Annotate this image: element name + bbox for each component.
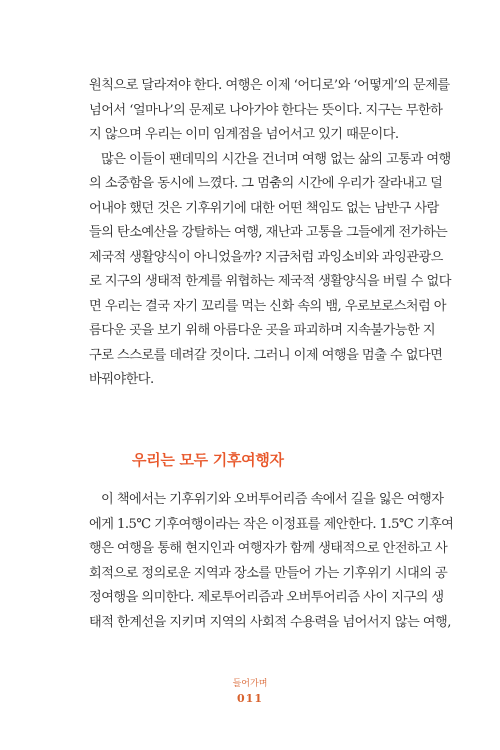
text-line: 원칙으로 달라져야 한다. 여행은 이제 ‘어디로’와 ‘어떻게’의 문제를 (89, 78, 450, 93)
text-line: 구로 스스로를 데려갈 것이다. 그러니 이제 여행을 멈출 수 없다면 (89, 347, 443, 363)
text-line: 로 지구의 생태적 한계를 위협하는 제국적 생활양식을 버릴 수 없다 (89, 274, 451, 289)
text-line: 어내야 했던 것은 기후위기에 대한 어떤 책임도 없는 남반구 사람 (89, 200, 439, 216)
text-line: 지 않으며 우리는 이미 임계점을 넘어서고 있기 때문이다. (89, 127, 399, 142)
text-line: 정여행을 의미한다. 제로투어리즘과 오버투어리즘 사이 지구의 생 (89, 590, 444, 605)
text-line: 넘어서 ‘얼마나’의 문제로 나아가야 한다는 뜻이다. 지구는 무한하 (89, 102, 443, 118)
text-line: 바꿔야한다. (89, 372, 154, 387)
text-line: 행은 여행을 통해 현지인과 여행자가 함께 생태적으로 안전하고 사 (89, 541, 448, 556)
folio-section-title: 들어가며 (232, 679, 268, 689)
text-line: 에게 1.5℃ 기후여행이라는 작은 이정표를 제안한다. 1.5℃ 기후여 (89, 516, 454, 532)
text-line: 름다운 곳을 보기 위해 아름다운 곳을 파괴하며 지속불가능한 지 (89, 323, 436, 338)
text-line: 면 우리는 결국 자기 꼬리를 먹는 신화 속의 뱀, 우로보로스처럼 아 (89, 298, 446, 314)
text-line: 태적 한계선을 지키며 지역의 사회적 수용력을 넘어서지 않는 여행, (89, 614, 451, 630)
text-line: 회적으로 정의로운 지역과 장소를 만들어 가는 기후위기 시대의 공 (89, 565, 448, 581)
text-line: 들의 탄소예산을 강탈하는 여행, 재난과 고통을 그들에게 전가하는 (89, 225, 448, 240)
page-number: 011 (237, 692, 263, 705)
body-text-bottom (89, 488, 454, 635)
text-line: 이 책에서는 기후위기와 오버투어리즘 속에서 길을 잃은 여행자 (101, 492, 444, 507)
text-line: 많은 이들이 팬데믹의 시간을 건너며 여행 없는 삶의 고통과 여행 (101, 151, 451, 167)
text-line: 제국적 생활양식이 아니었을까? 지금처럼 과잉소비와 과잉관광으 (89, 249, 443, 265)
text-line: 의 소중함을 동시에 느꼈다. 그 멈춤의 시간에 우리가 잘라내고 덜 (89, 176, 443, 191)
section-heading: 우리는 모두 기후여행자 (132, 451, 284, 469)
body-text-top (89, 74, 451, 393)
